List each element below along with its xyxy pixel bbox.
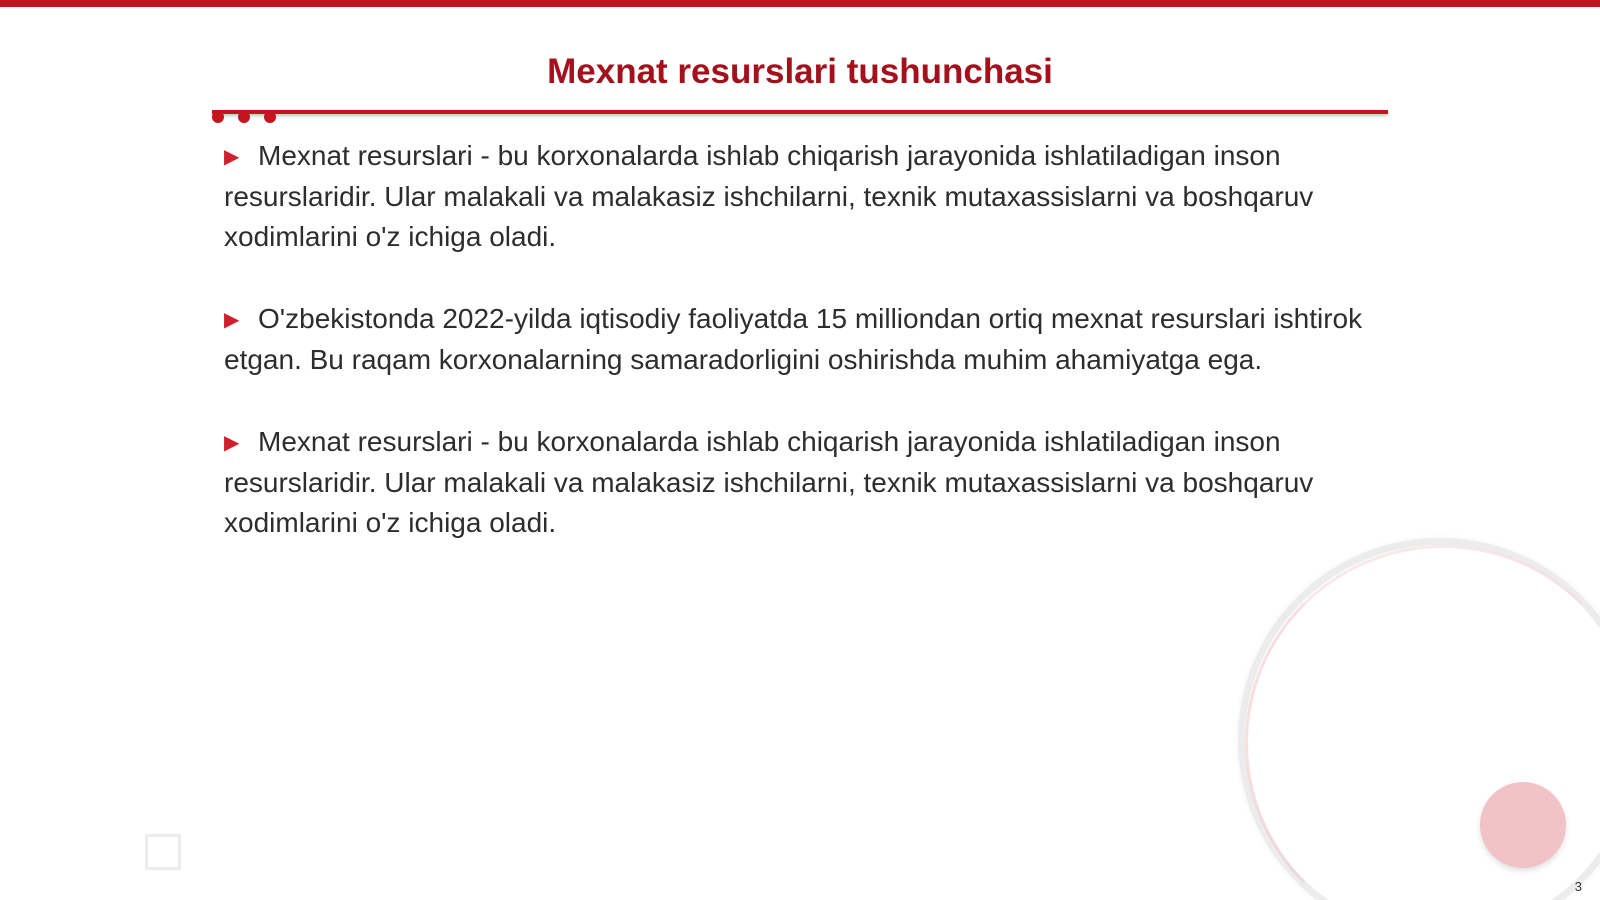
divider-dot bbox=[238, 111, 250, 123]
bullet-text: Mexnat resurslari - bu korxonalarda ishlab chiqarish jarayonida ishlatiladigan inson resurslaridir. Ular malakali va malakasiz ishchilarni, texnik mutaxassislarni va boshqaruv xodimlarini o'z ichiga oladi. bbox=[224, 140, 1314, 252]
triangle-right-icon: ▶ bbox=[224, 432, 240, 454]
bullet-item bbox=[224, 136, 1384, 257]
triangle-right-icon: ▶ bbox=[224, 146, 240, 168]
bullet-item bbox=[224, 299, 1384, 380]
divider-dot bbox=[212, 111, 224, 123]
divider-dot bbox=[264, 111, 276, 123]
decorative-square bbox=[145, 834, 181, 870]
bullet-text: O'zbekistonda 2022-yilda iqtisodiy faoliyatda 15 milliondan ortiq mexnat resurslari ishtirok etgan. Bu raqam korxonalarning samaradorligini oshirishda muhim ahamiyatga ega. bbox=[224, 303, 1363, 375]
slide-title: Mexnat resurslari tushunchasi bbox=[547, 52, 1053, 91]
top-accent-bar bbox=[0, 0, 1600, 7]
bullet-item bbox=[224, 422, 1384, 543]
page-number: 3 bbox=[1574, 879, 1582, 894]
triangle-right-icon: ▶ bbox=[224, 309, 240, 331]
title-divider bbox=[212, 110, 1388, 114]
decorative-pink-circle bbox=[1480, 782, 1566, 868]
bullet-list bbox=[224, 136, 1384, 585]
bullet-text: Mexnat resurslari - bu korxonalarda ishlab chiqarish jarayonida ishlatiladigan inson resurslaridir. Ular malakali va malakasiz ishchilarni, texnik mutaxassislarni va boshqaruv xodimlarini o'z ichiga oladi. bbox=[224, 426, 1314, 538]
